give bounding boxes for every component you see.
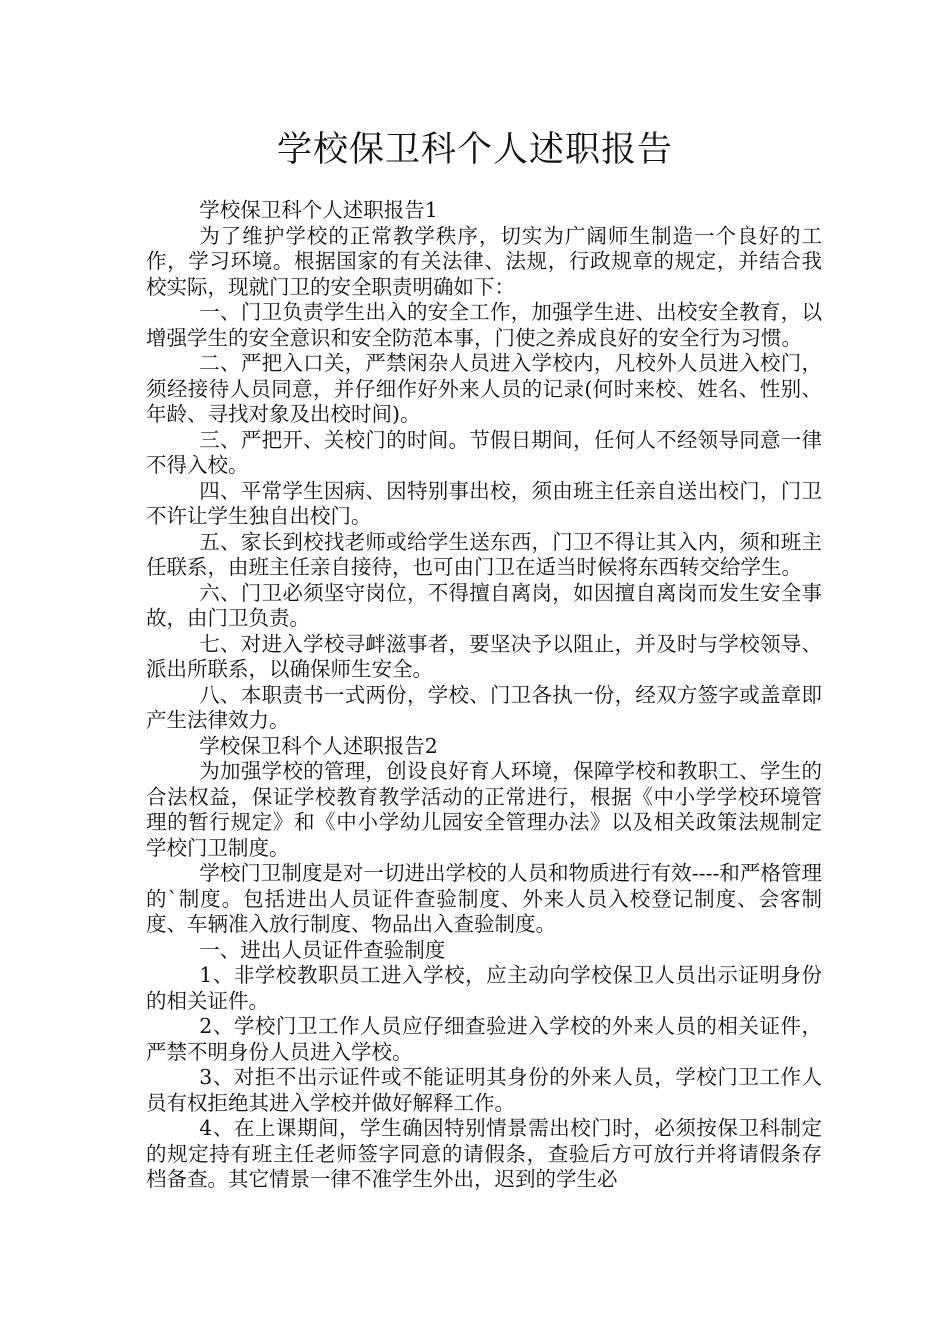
- paragraph: 4、在上课期间，学生确因特别情景需出校门时，必须按保卫科制定的规定持有班主任老师签字同意的请假条，查验后方可放行并将请假条存档备查。其它情景一律不准学生外出，迟到的学生必: [146, 1116, 822, 1191]
- paragraph-heading-2: 学校保卫科个人述职报告2: [199, 733, 438, 758]
- paragraph: 3、对拒不出示证件或不能证明其身份的外来人员，学校门卫工作人员有权拒绝其进入学校并做好解释工作。: [146, 1065, 822, 1115]
- paragraph: 1、非学校教职员工进入学校，应主动向学校保卫人员出示证明身份的相关证件。: [146, 963, 822, 1013]
- paragraph: 五、家长到校找老师或给学生送东西，门卫不得让其入内，须和班主任联系，由班主任亲自接待，也可由门卫在适当时候将东西转交给学生。: [146, 529, 822, 579]
- paragraph: 三、严把开、关校门的时间。节假日期间，任何人不经领导同意一律不得入校。: [146, 427, 822, 477]
- paragraph: 四、平常学生因病、因特别事出校，须由班主任亲自送出校门，门卫不许让学生独自出校门。: [146, 478, 822, 528]
- document-title: 学校保卫科个人述职报告: [276, 130, 673, 170]
- paragraph: 为了维护学校的正常教学秩序，切实为广阔师生制造一个良好的工作，学习环境。根据国家的有关法律、法规，行政规章的规定，并结合我校实际，现就门卫的安全职责明确如下：: [146, 223, 822, 299]
- paragraph: 为加强学校的管理，创设良好育人环境，保障学校和教职工、学生的合法权益，保证学校教育教学活动的正常进行，根据《中小学学校环境管理的暂行规定》和《中小学幼儿园安全管理办法》以及相关政策法规制定学校门卫制度。: [146, 759, 822, 860]
- paragraph-heading-1: 学校保卫科个人述职报告1: [199, 198, 438, 222]
- section-heading: 一、进出人员证件查验制度: [199, 937, 446, 962]
- paragraph: 2、学校门卫工作人员应仔细查验进入学校的外来人员的相关证件，严禁不明身份人员进入学校。: [146, 1014, 822, 1064]
- paragraph: 六、门卫必须坚守岗位，不得擅自离岗，如因擅自离岗而发生安全事故，由门卫负责。: [146, 580, 822, 630]
- paragraph: 一、门卫负责学生出入的安全工作，加强学生进、出校安全教育，以增强学生的安全意识和安全防范本事，门使之养成良好的安全行为习惯。: [146, 300, 822, 350]
- paragraph: 八、本职责书一式两份，学校、门卫各执一份，经双方签字或盖章即产生法律效力。: [146, 682, 822, 732]
- document-body: [146, 198, 822, 1193]
- paragraph: 学校门卫制度是对一切进出学校的人员和物质进行有效----和严格管理的`制度。包括进出人员证件查验制度、外来人员入校登记制度、会客制度、车辆准入放行制度、物品出入查验制度。: [146, 861, 822, 936]
- paragraph: 七、对进入学校寻衅滋事者，要坚决予以阻止，并及时与学校领导、派出所联系，以确保师生安全。: [146, 631, 822, 681]
- paragraph: 二、严把入口关，严禁闲杂人员进入学校内，凡校外人员进入校门，须经接待人员同意，并仔细作好外来人员的记录(何时来校、姓名、性别、年龄、寻找对象及出校时间)。: [146, 351, 822, 426]
